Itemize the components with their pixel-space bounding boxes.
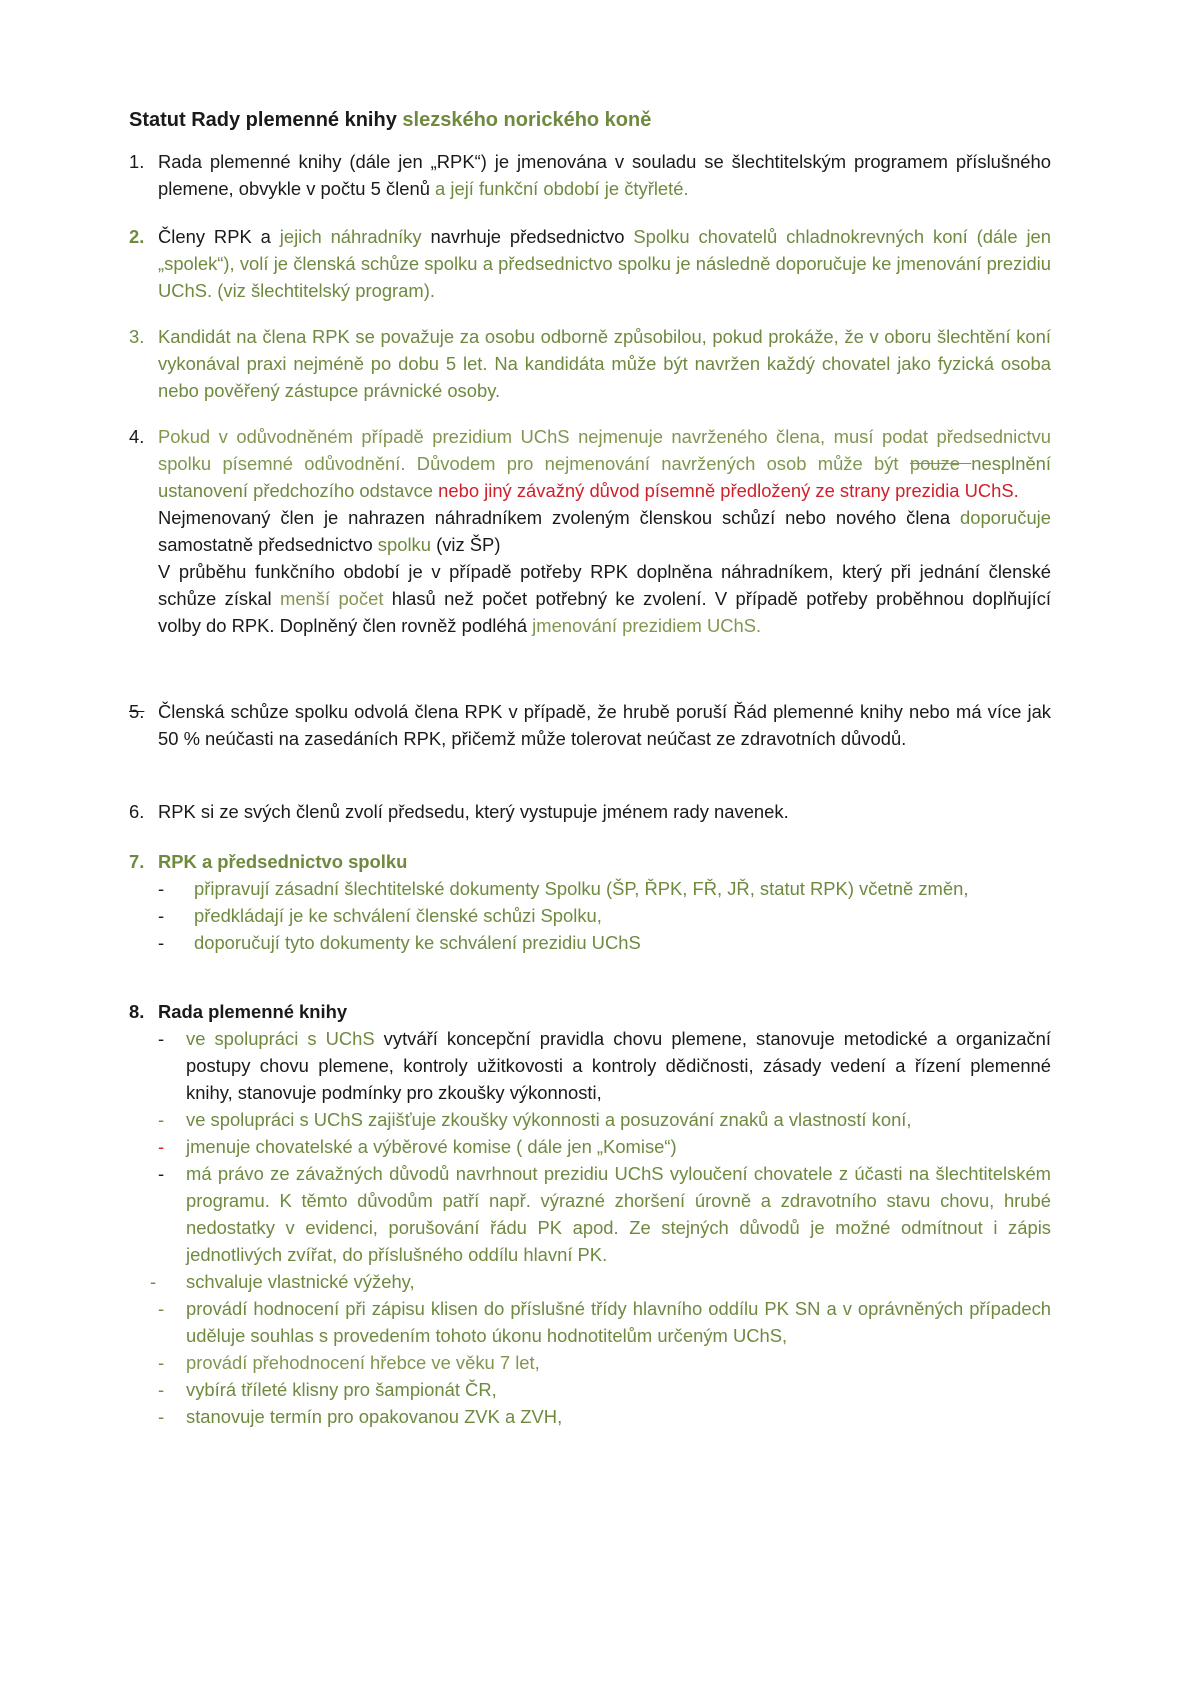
clause-number: 6. [129,801,145,822]
clause-text-highlight: menší počet [280,588,384,609]
dash-bullet: - [158,1028,165,1049]
clause-paragraph [158,558,1051,639]
list-item-text: doporučují tyto dokumenty ke schválení prezidiu UChS [194,932,641,953]
list-item [150,1268,1051,1295]
clause-text: Členy RPK a [158,226,280,247]
bullet-list [150,1025,1051,1430]
clause-text: hlasů než počet potřebný ke zvolení. V případě potřeby proběhnou doplňující volby do RPK. Doplněný člen rovněž podléhá [158,588,1051,636]
clause-6 [129,798,1051,825]
list-item-text: stanovuje termín pro opakovanou ZVK a ZVH, [186,1406,563,1427]
clause-number: 5. [129,701,145,722]
list-item [158,1106,1051,1133]
clause-number: 7. [129,851,145,872]
clause-text: Nejmenovaný člen je nahrazen náhradníkem zvoleným členskou schůzí nebo nového člena [158,507,960,528]
clause-text-highlight: Spolku chovatelů chladnokrevných koní (dále jen „spolek“), volí je členská schůze spolku a předsednictvo spolku je následně doporučuje ke jmenování prezidiu UChS. (viz šlechtitelský program). [158,226,1051,301]
list-item [158,1295,1051,1349]
clause-text-highlight: spolku [377,534,431,555]
clause-text: Kandidát na člena RPK se považuje za osobu odborně způsobilou, pokud prokáže, že v oboru šlechtění koní vykonával praxi nejméně po dobu 5 let. Na kandidáta může být navržen každý chovatel jako fyzická osoba nebo pověřený zástupce právnické osoby. [158,326,1051,401]
list-item [158,1160,1051,1268]
list-item-text: vybírá tříleté klisny pro šampionát ČR, [186,1379,497,1400]
clause-number: 4. [129,426,145,447]
list-item [158,1133,1051,1160]
clause-text-highlight: jejich náhradníky [279,226,422,247]
list-item [158,1025,1051,1106]
clause-text: Pokud v odůvodněném případě prezidium UChS nejmenuje navrženého člena, musí podat předsednictvu spolku písemné odůvodnění. Důvodem pro nejmenování navržených osob může být [158,426,1051,474]
dash-bullet: - [158,1298,165,1319]
clause-paragraph [158,504,1051,558]
clause-text: RPK si ze svých členů zvolí předsedu, který vystupuje jménem rady navenek. [158,801,789,822]
clause-text-red: nebo jiný závažný důvod písemně předložený ze strany prezidia UChS. [433,480,1019,501]
dash-bullet: - [158,1406,165,1427]
list-item-text: ve spolupráci s UChS zajišťuje zkoušky výkonnosti a posuzování znaků a vlastností koní, [186,1109,912,1130]
clause-text: samostatně předsednictvo [158,534,378,555]
title-breed: slezského norického koně [402,109,652,131]
page-title [129,106,651,134]
list-item [158,929,1051,956]
dash-bullet: - [158,1163,165,1184]
list-item-text: schvaluje vlastnické výžehy, [186,1271,415,1292]
dash-bullet: - [158,1109,165,1130]
list-item-text: předkládají je ke schválení členské schůzi Spolku, [194,905,602,926]
clause-text-highlight: doporučuje [959,507,1051,528]
clause-number: 1. [129,151,145,172]
clause-text-highlight: a její funkční období je čtyřleté. [429,178,689,199]
list-item-text: provádí hodnocení při zápisu klisen do příslušné třídy hlavního oddílu PK SN a v oprávněných případech uděluje souhlas s provedením tohoto úkonu hodnotitelům určeným UChS, [186,1298,1051,1346]
clause-number: 8. [129,1001,145,1022]
list-item-text-highlight: ve spolupráci s UChS [186,1028,375,1049]
title-main: Statut Rady plemenné knihy [129,109,403,131]
clause-text: nesplnění ustanovení předchozího odstavce [158,453,1052,501]
list-item-text: má právo ze závažných důvodů navrhnout prezidiu UChS vyloučení chovatele z účasti na šlechtitelském programu. K těmto důvodům patří např. výrazné zhoršení úrovně a zdravotního stavu chovu, hrubé nedostatky v evidenci, porušování řádu PK apod. Ze stejných důvodů je možné odmítnout i zápis jednotlivých zvířat, do příslušného oddílu hlavní PK. [186,1163,1051,1265]
clause-8 [129,998,1051,1430]
clause-2 [129,223,1051,304]
clause-number: 3. [129,326,145,347]
list-item [158,1349,1051,1376]
clause-3 [129,323,1051,404]
clause-1 [129,148,1051,202]
clause-paragraph [158,423,1051,504]
list-item-text: jmenuje chovatelské a výběrové komise ( dále jen „Komise“) [186,1136,677,1157]
clause-5 [129,698,1051,752]
dash-bullet: - [158,1379,165,1400]
clause-text-highlight: jmenování prezidiem UChS. [532,615,762,636]
dash-bullet: - [158,1352,165,1373]
bullet-list [158,875,1051,956]
list-item [158,902,1051,929]
clause-text: Rada plemenné knihy (dále jen „RPK“) je jmenována v souladu se šlechtitelským programem příslušného plemene, obvykle v počtu 5 členů [158,151,1051,199]
struck-text: pouze [909,453,972,474]
list-item-text: připravují zásadní šlechtitelské dokumenty Spolku (ŠP, ŘPK, FŘ, JŘ, statut RPK) včetně změn, [194,878,969,899]
clause-heading: RPK a předsednictvo spolku [158,851,408,872]
clause-text: (viz ŠP) [430,534,501,555]
dash-bullet: - [158,1136,165,1157]
clause-7 [129,848,1051,956]
list-item [158,875,1051,902]
dash-bullet: - [150,1271,157,1292]
dash-bullet: - [158,905,165,926]
clause-text: Členská schůze spolku odvolá člena RPK v případě, že hrubě poruší Řád plemenné knihy nebo má více jak 50 % neúčasti na zasedáních RPK, přičemž může tolerovat neúčast ze zdravotních důvodů. [158,701,1051,749]
list-item-text: vytváří koncepční pravidla chovu plemene, stanovuje metodické a organizační postupy chovu plemene, kontroly užitkovosti a kontroly dědičnosti, zásady vedení a řízení plemenné knihy, stanovuje podmínky pro zkoušky výkonnosti, [186,1028,1051,1103]
clause-heading: Rada plemenné knihy [158,1001,348,1022]
list-item [158,1403,1051,1430]
dash-bullet: - [158,932,165,953]
dash-bullet: - [158,878,165,899]
list-item [158,1376,1051,1403]
list-item-text: provádí přehodnocení hřebce ve věku 7 let, [186,1352,540,1373]
clause-text: navrhuje předsednictvo [421,226,634,247]
clause-4 [129,423,1051,639]
clause-number: 2. [129,226,145,247]
clause-text: V průběhu funkčního období je v případě potřeby RPK doplněna náhradníkem, který při jednání členské schůze získal [158,561,1051,609]
